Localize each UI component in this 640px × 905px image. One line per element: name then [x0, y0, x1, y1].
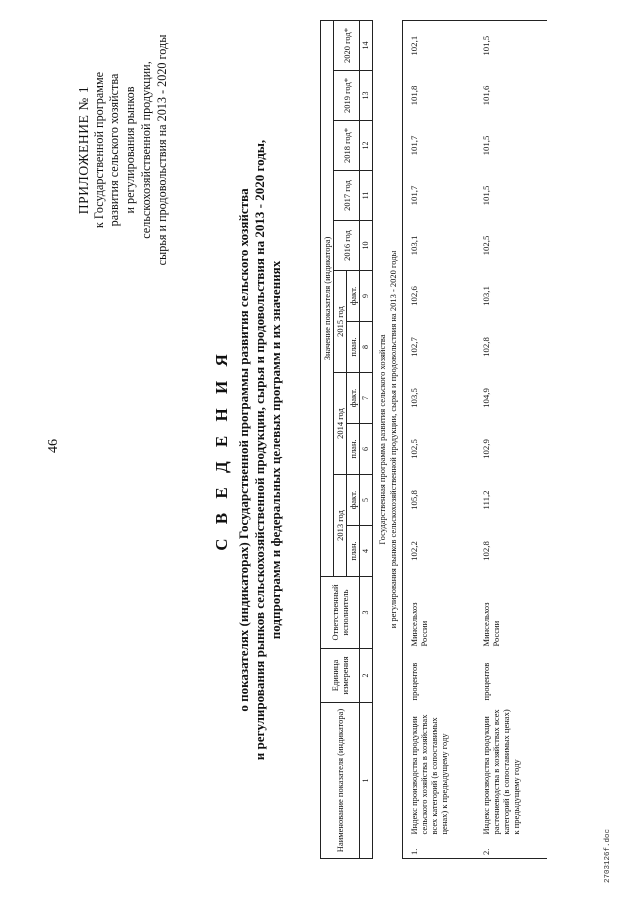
row-number: 1.: [403, 837, 475, 859]
value-cell: 102,1: [403, 20, 475, 70]
document-heading: [212, 25, 284, 875]
header-year-2018: 2018 год*: [334, 120, 360, 170]
column-number: 2: [360, 648, 373, 702]
header-year-2017: 2017 год: [334, 170, 360, 220]
value-cell: 104,9: [480, 388, 491, 408]
value-cell: 101,6: [480, 85, 491, 106]
row-number: 2.: [475, 837, 547, 859]
indicator-name: Индекс производства продукции сельского хозяйства в хозяйствах всех категорий (в сопоставимых ценах) к предыдущему году: [409, 714, 449, 835]
value-cell: 102,6: [409, 286, 419, 306]
column-number: 11: [360, 170, 373, 220]
value-cell: 101,7: [409, 185, 419, 206]
header-year-2016: 2016 год: [334, 220, 360, 270]
header-plan: план.: [347, 423, 360, 474]
header-fact: факт.: [347, 372, 360, 423]
value-cell: 102,7: [409, 337, 419, 357]
column-number: 3: [360, 576, 373, 648]
value-cell: 101,7: [409, 135, 419, 156]
header-fact: факт.: [347, 474, 360, 525]
appendix-line: и регулирования рынков: [123, 86, 138, 214]
value-cell: 101,5: [475, 20, 547, 70]
column-number: 9: [360, 270, 373, 321]
header-year-2015: 2015 год: [334, 270, 347, 372]
header-fact: факт.: [347, 270, 360, 321]
indicator-executor: Минсельхоз России: [480, 602, 501, 647]
column-number: 13: [360, 70, 373, 120]
appendix-line: развития сельского хозяйства: [107, 73, 122, 227]
appendix-line: сельскохозяйственной продукции,: [138, 61, 153, 239]
value-cell: 102,8: [480, 337, 491, 357]
appendix-line: к Государственной программе: [91, 71, 106, 229]
table-row: [403, 20, 475, 858]
value-cell: 102,2: [409, 541, 419, 561]
value-cell: 103,1: [480, 286, 491, 306]
file-footer: 2703126f.doc: [604, 828, 612, 883]
column-number: 5: [360, 474, 373, 525]
column-number: 10: [360, 220, 373, 270]
header-unit: Единица измерения: [321, 648, 360, 702]
header-year-2013: 2013 год: [334, 474, 347, 576]
header-values: Значение показателя (индикатора): [321, 20, 334, 576]
appendix-line: сырья и продовольствия на 2013 - 2020 годы: [154, 34, 169, 266]
value-cell: 102,8: [480, 541, 491, 561]
indicator-executor: Минсельхоз России: [409, 602, 429, 647]
column-number: 7: [360, 372, 373, 423]
value-cell: 102,5: [409, 439, 419, 459]
column-number: 4: [360, 525, 373, 576]
page-number: 46: [46, 439, 61, 453]
value-cell: 103,1: [409, 235, 419, 256]
document-page: [20, 20, 620, 885]
column-number: 1: [360, 702, 373, 858]
heading-line: подпрограмм и федеральных целевых программ и их значениях: [268, 260, 283, 640]
header-plan: план.: [347, 525, 360, 576]
group-title-line: Государственная программа развития сельского хозяйства: [377, 334, 387, 545]
column-number: 8: [360, 321, 373, 372]
value-cell: 101,5: [480, 185, 491, 206]
header-year-2020: 2020 год*: [334, 20, 360, 70]
header-indicator-name: Наименование показателя (индикатора): [321, 702, 360, 858]
value-cell: 101,8: [409, 85, 419, 106]
value-cell: 111,2: [480, 490, 491, 510]
column-number: 14: [360, 20, 373, 70]
value-cell: 102,5: [480, 235, 491, 256]
value-cell: 105,8: [409, 490, 419, 510]
indicator-name: Индекс производства продукции растениеводства в хозяйствах всех категорий (в сопоставимых ценах) к предыдущему году: [480, 709, 521, 835]
indicator-unit: процентов: [409, 662, 419, 701]
heading-title: С В Е Д Е Н И Я: [212, 349, 231, 551]
header-year-2014: 2014 год: [334, 372, 347, 474]
group-title-line: и регулирования рынков сельскохозяйственной продукции, сырья и продовольствия на 2013 - 2020 годы: [387, 250, 398, 629]
header-plan: план.: [347, 321, 360, 372]
appendix-title: ПРИЛОЖЕНИЕ № 1: [76, 85, 91, 215]
header-year-2019: 2019 год*: [334, 70, 360, 120]
heading-line: и регулирования рынков сельскохозяйственной продукции, сырья и продовольствия на 2013 - 2020 годы,: [252, 139, 267, 761]
header-executor: Ответственный исполнитель: [321, 576, 360, 648]
indicators-table: [320, 20, 547, 859]
value-cell: 103,5: [409, 388, 419, 408]
column-number: 6: [360, 423, 373, 474]
heading-line: о показателях (индикаторах) Государственной программы развития сельского хозяйства: [236, 188, 251, 712]
appendix-block: [76, 15, 170, 285]
column-number: 12: [360, 120, 373, 170]
program-group-title: [373, 20, 403, 858]
value-cell: 102,9: [480, 439, 491, 459]
indicator-unit: процентов: [480, 662, 491, 701]
value-cell: 101,5: [480, 135, 491, 156]
table-row: [475, 20, 547, 858]
